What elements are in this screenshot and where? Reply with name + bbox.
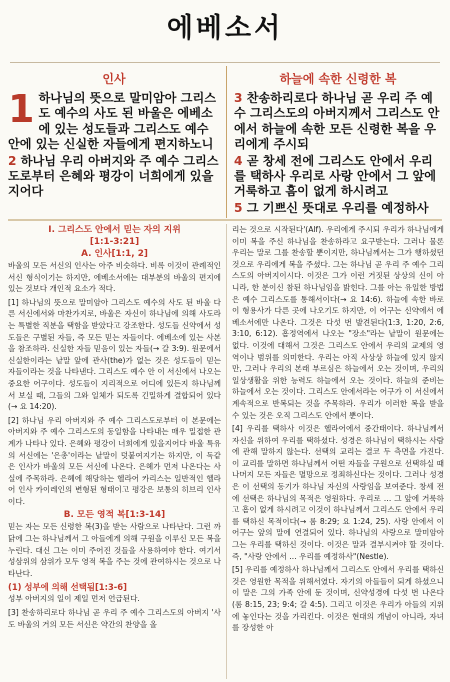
commentary-right-column — [232, 224, 444, 636]
verse-number: 4 — [234, 153, 243, 168]
commentary-paragraph: 리는 것으로 시작된다'(Alf). 우리에게 주시되 우리가 하나님에게 이미 복을 주신 하나님을 찬송하라고 요구받는다. 그러나 물론 우리는 말로 그를 찬송할 뿐이지만, 하나님께서는 그가 행하셨던 것으로 우리에게 복을 주셨다. 그는 하나님 곧 우리 주 예수 그리스도의 아버지이시다. 이것은 그가 이런 거짓된 상상의 신이 아니라, 한 분이신 참된 하나님임을 밝힌다. 그를 아는 유일한 방법은 예수 그리스도를 통해서이다(→ 요 14:6). 하늘에 속한 바로 이 형용사가 다른 곳에 나오기도 하지만, 이 어구는 신약에서 에베소서에만 나온다. 그것은 다섯 번 발견된다(1:3, 1:20, 2:6, 3:10, 6:12). 흠정역에서 나오는 "장소"라는 낱말이 원문에는 없다. 이것에 대해서 그것은 그리스도 안에서 우리의 교제의 영역이나 범위를 의미한다. 우리는 아직 사상상 하늘에 있지 않지만, 그러나 우리의 본래 부르심은 하늘에서 오는 것이며, 우리의 일상생활을 위한 능력도 하늘에서 오는 것이다. 하늘의 준비는 하늘에서 오는 것이다. 그리스도 안에서라는 어구가 이 서신에서 계속적으로 반복되는 것을 주목하라. 우리가 이러한 복을 받을 수 있는 것은 오직 그리스도 안에서 뿐이다. — [232, 225, 444, 420]
commentary-paragraph: 성부 아버지의 일이 제일 먼저 언급된다. — [8, 594, 140, 604]
verse-4 — [234, 154, 442, 200]
title-rule — [10, 62, 440, 63]
verse-2 — [8, 154, 220, 200]
column-separator-bottom — [226, 224, 227, 679]
verse-4-text: 곧 창세 전에 그리스도 안에서 우리를 택하사 우리로 사랑 안에서 그 앞에 거룩하고 흠이 없게 하시려고 — [234, 153, 437, 199]
commentary-subheading: B. 모든 영적 복[1:3-14] — [63, 510, 166, 521]
verse-2-text: 하나님 우리 아버지와 주 예수 그리스도로부터 은혜와 평강이 너희에게 있을지어다 — [8, 153, 219, 199]
verse-5-text: 그 기쁘신 뜻대로 우리를 예정하사 — [246, 200, 429, 215]
commentary-heading-ref: [1:1-3:21] — [89, 237, 140, 247]
column-separator-top — [226, 66, 227, 218]
section-heading-blessing: 하늘에 속한 신령한 복 — [279, 72, 397, 86]
commentary-paragraph: 믿는 자는 모든 신령한 복(3)을 받는 사람으로 나타난다. 그런 까닭에 그는 하나님께서 그 아들에게 의해 구원을 이루신 모든 복을 누린다. 대신 그는 이미 주어진 것들을 사용하여야 한다. 여기서 성삼위의 삼위가 모두 영적 복을 주는 것에 관여하시는 것으로 나타난다. — [8, 522, 221, 578]
verse-1 — [8, 87, 220, 153]
commentary-paragraph: [2] 하나님 우리 아버지와 주 예수 그리스도로부터 이 본문에는 아버지와 주 예수 그리스도의 동일함을 나타내는 매우 밀접한 관계가 나타나 있다. 은혜와 평강이 너희에게 있을지어다 바울 특유의 서신에는 '은총'이라는 낱말이 덧붙여지기는 하지만, 이 독같은 인사가 바울의 모든 서신에 나온다. 은혜가 먼저 나온다는 사실에 주목하라. 은혜에 해당하는 헬라어 카리스는 일반적인 헬라어 인사 카이레인의 변형된 형태이고 평강은 보통의 히브리 인사이다. — [8, 415, 221, 506]
verse-number: 2 — [8, 153, 17, 168]
section-divider — [8, 219, 442, 221]
section-heading-greeting: 인사 — [102, 72, 126, 86]
verse-number: 3 — [234, 91, 243, 105]
commentary-paragraph: [4] 우리를 택하사 이것은 헬라어에서 중간태이다. 하나님께서 자신을 위하여 우리를 택하셨다. 성경은 하나님이 택하시는 사람에 관해 말하지 않는다. 선택의 교리는 결코 두 측면을 가진다. 이 교리를 말하면 하나님께서 어떤 자들을 구원으로 선택하실 때 나머지 모든 자들은 멸망으로 정죄하신다는 것이다. 그러나 성경은 이 선택의 동기가 하나님 자신의 사랑임을 보여준다. 창세 전에 선택은 하나님의 목적은 영원하다. 우리로 … 그 앞에 거룩하고 흠이 없게 하시려고 이것이 하나님께서 그리스도 안에서 우리를 택하신 목적이다(→ 롬 8:29; 요 1:24, 25). 사랑 안에서 이 어구는 앞의 말에 연결되어 있다. 하나님의 사랑으로 말미암아 그는 우리를 택하신 것이다. 이것은 말과 결부시켜야 할 것이다. 즉, "사랑 안에서 … 우리를 예정하사"(Nestle). — [232, 424, 444, 561]
commentary-subheading: A. 인사[1:1, 2] — [81, 249, 148, 259]
commentary-subheading: (1) 성부에 의해 선택됨[1:3-6] — [8, 582, 127, 593]
commentary-paragraph: [5] 우리를 예정하사 하나님께서 그리스도 안에서 우리를 택하신 것은 영원한 목적을 위해서였다. 자기의 아들들이 되게 하셨으니 이 말은 그의 가족 안에 둔 것이며, 신약성경에 다섯 번 나온다(롬 8:15, 23; 9:4; 갈 4:5). 그리고 이것은 우리가 아들의 지위에 놓인다는 것을 가리킨다. 이것은 현대의 개념이 아니라, 자녀를 장성한 아 — [232, 565, 444, 633]
commentary-heading: I. 그리스도 안에서 믿는 자의 지위 — [48, 225, 181, 235]
verse-5 — [234, 201, 442, 216]
scripture-verses-left — [8, 87, 220, 200]
chapter-number: 1 — [8, 87, 35, 131]
commentary-paragraph: [1] 하나님의 뜻으로 말미암아 그리스도 예수의 사도 된 바울 다른 서신에서와 마찬가지로, 바울은 자신이 하나님에 의해 사도라는 특별한 직분을 택함을 받았다고 강조한다. 성도들 신약에서 성도들은 구별된 자들, 즉 모든 믿는 자들이다. 에베소에 있는 사본을 참조하라. 신실한 자들 믿음이 있는 자들(→ 갈 3:9). 원문에서 신실한이라는 낱말 앞에 관사(the)가 없는 것은 성도들이 믿는 자들이라는 것을 나타낸다. 그리스도 예수 안 이 서신에서 나오는 중요한 어구이다. 성도들이 지리적으로 어디에 있든지 하나님께서 보실 때, 그들의 그와 일체가 되도록 긴밀하게 결합되어 있다(→ 요 14:20). — [8, 297, 221, 412]
scripture-left-column — [8, 70, 220, 201]
page-title: 에베소서 — [166, 13, 284, 44]
commentary-paragraph: [3] 찬송하리로다 하나님 곧 우리 주 예수 그리스도의 아버지 '사도 바울의 거의 모든 서신은 약간의 찬양을 올 — [8, 608, 221, 629]
scripture-right-column — [234, 70, 442, 217]
scripture-verses-right — [234, 91, 442, 216]
commentary-left-column — [8, 224, 221, 632]
verse-3-text: 찬송하리로다 하나님 곧 우리 주 예수 그리스도의 아버지께서 그리스도 안에서 하늘에 속한 모든 신령한 복을 우리에게 주시되 — [234, 91, 440, 152]
verse-1-text: 하나님의 뜻으로 말미암아 그리스도 예수의 사도 된 바울은 에베소에 있는 성도들과 그리스도 예수 안에 있는 신실한 자들에게 편지하노니 — [8, 91, 217, 152]
commentary-paragraph: 바울의 모든 서신의 인사는 아주 비슷하다. 비록 이것이 관례적인 서신 형식이기는 하지만, 에베소서에는 대부분의 바울의 편지에 있는 것보다 개인적 요소가 적다. — [8, 261, 221, 294]
verse-number: 5 — [234, 200, 243, 215]
verse-3 — [234, 91, 442, 153]
